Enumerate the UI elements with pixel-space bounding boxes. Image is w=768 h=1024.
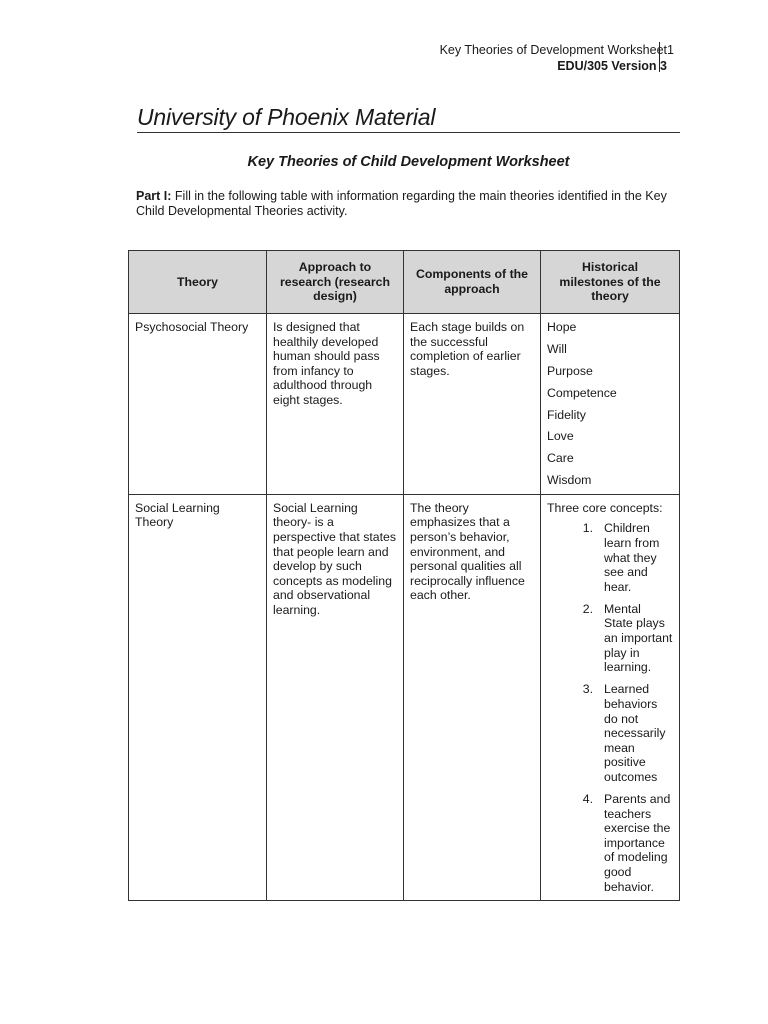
- part-label: Part I:: [136, 189, 172, 203]
- list-item: Will: [547, 341, 567, 356]
- header-components: Components of the approach: [404, 251, 541, 314]
- cell-components: The theory emphasizes that a person’s behavior, environment, and personal qualities all reciprocally influence each other.: [404, 494, 541, 900]
- list-item: Love: [547, 429, 574, 444]
- header-theory: Theory: [129, 251, 267, 314]
- milestones-list: [547, 320, 673, 488]
- title-divider: [137, 132, 680, 133]
- concepts-list: [547, 521, 673, 894]
- list-item: [547, 602, 673, 675]
- list-item: [547, 521, 673, 594]
- list-item: Fidelity: [547, 407, 586, 422]
- header-course-version: EDU/305 Version 3: [557, 59, 667, 73]
- page-number: [659, 42, 674, 72]
- list-item: [547, 792, 673, 894]
- list-item: Care: [547, 451, 574, 466]
- page-header: [440, 42, 667, 74]
- concept-text: Parents and teachers exercise the importance of modeling good behavior.: [604, 792, 671, 894]
- header-approach: Approach to research (research design): [267, 251, 404, 314]
- concept-text: Learned behaviors do not necessarily mean positive outcomes: [604, 682, 666, 784]
- list-item: Hope: [547, 320, 577, 334]
- concept-number: 4.: [582, 792, 593, 807]
- concept-text: Mental State plays an important play in learning.: [604, 601, 673, 675]
- concept-number: 2.: [582, 601, 593, 616]
- table-header-row: [129, 251, 680, 314]
- theories-table: [128, 250, 680, 901]
- list-item: [547, 682, 673, 784]
- university-title: University of Phoenix Material: [137, 104, 436, 130]
- list-item: Wisdom: [547, 473, 592, 488]
- instructions-text: Fill in the following table with information regarding the main theories identified in the Key Child Developmental Theories activity.: [136, 189, 667, 218]
- cell-theory: Social Learning Theory: [129, 494, 267, 900]
- cell-theory: Psychosocial Theory: [129, 314, 267, 495]
- concept-number: 1.: [582, 521, 593, 536]
- concepts-intro: Three core concepts:: [547, 500, 663, 515]
- list-item: Competence: [547, 385, 617, 400]
- table-row: [129, 494, 680, 900]
- cell-milestones: [541, 494, 680, 900]
- table-row: [129, 314, 680, 495]
- concept-text: Children learn from what they see and hear.: [604, 521, 660, 594]
- header-doc-title: Key Theories of Development Worksheet: [439, 43, 667, 57]
- instructions: [136, 189, 681, 219]
- concept-number: 3.: [582, 682, 593, 697]
- header-milestones: Historical milestones of the theory: [541, 251, 680, 314]
- cell-approach: Is designed that healthily developed human should pass from infancy to adulthood through eight stages.: [267, 314, 404, 495]
- worksheet-title: Key Theories of Child Development Worksheet: [247, 154, 570, 170]
- cell-approach: Social Learning theory- is a perspective that states that people learn and develop by such concepts as modeling and observational learning.: [267, 494, 404, 900]
- page-number-value: 1: [667, 43, 674, 57]
- cell-milestones: [541, 314, 680, 495]
- cell-components: Each stage builds on the successful completion of earlier stages.: [404, 314, 541, 495]
- list-item: Purpose: [547, 363, 593, 378]
